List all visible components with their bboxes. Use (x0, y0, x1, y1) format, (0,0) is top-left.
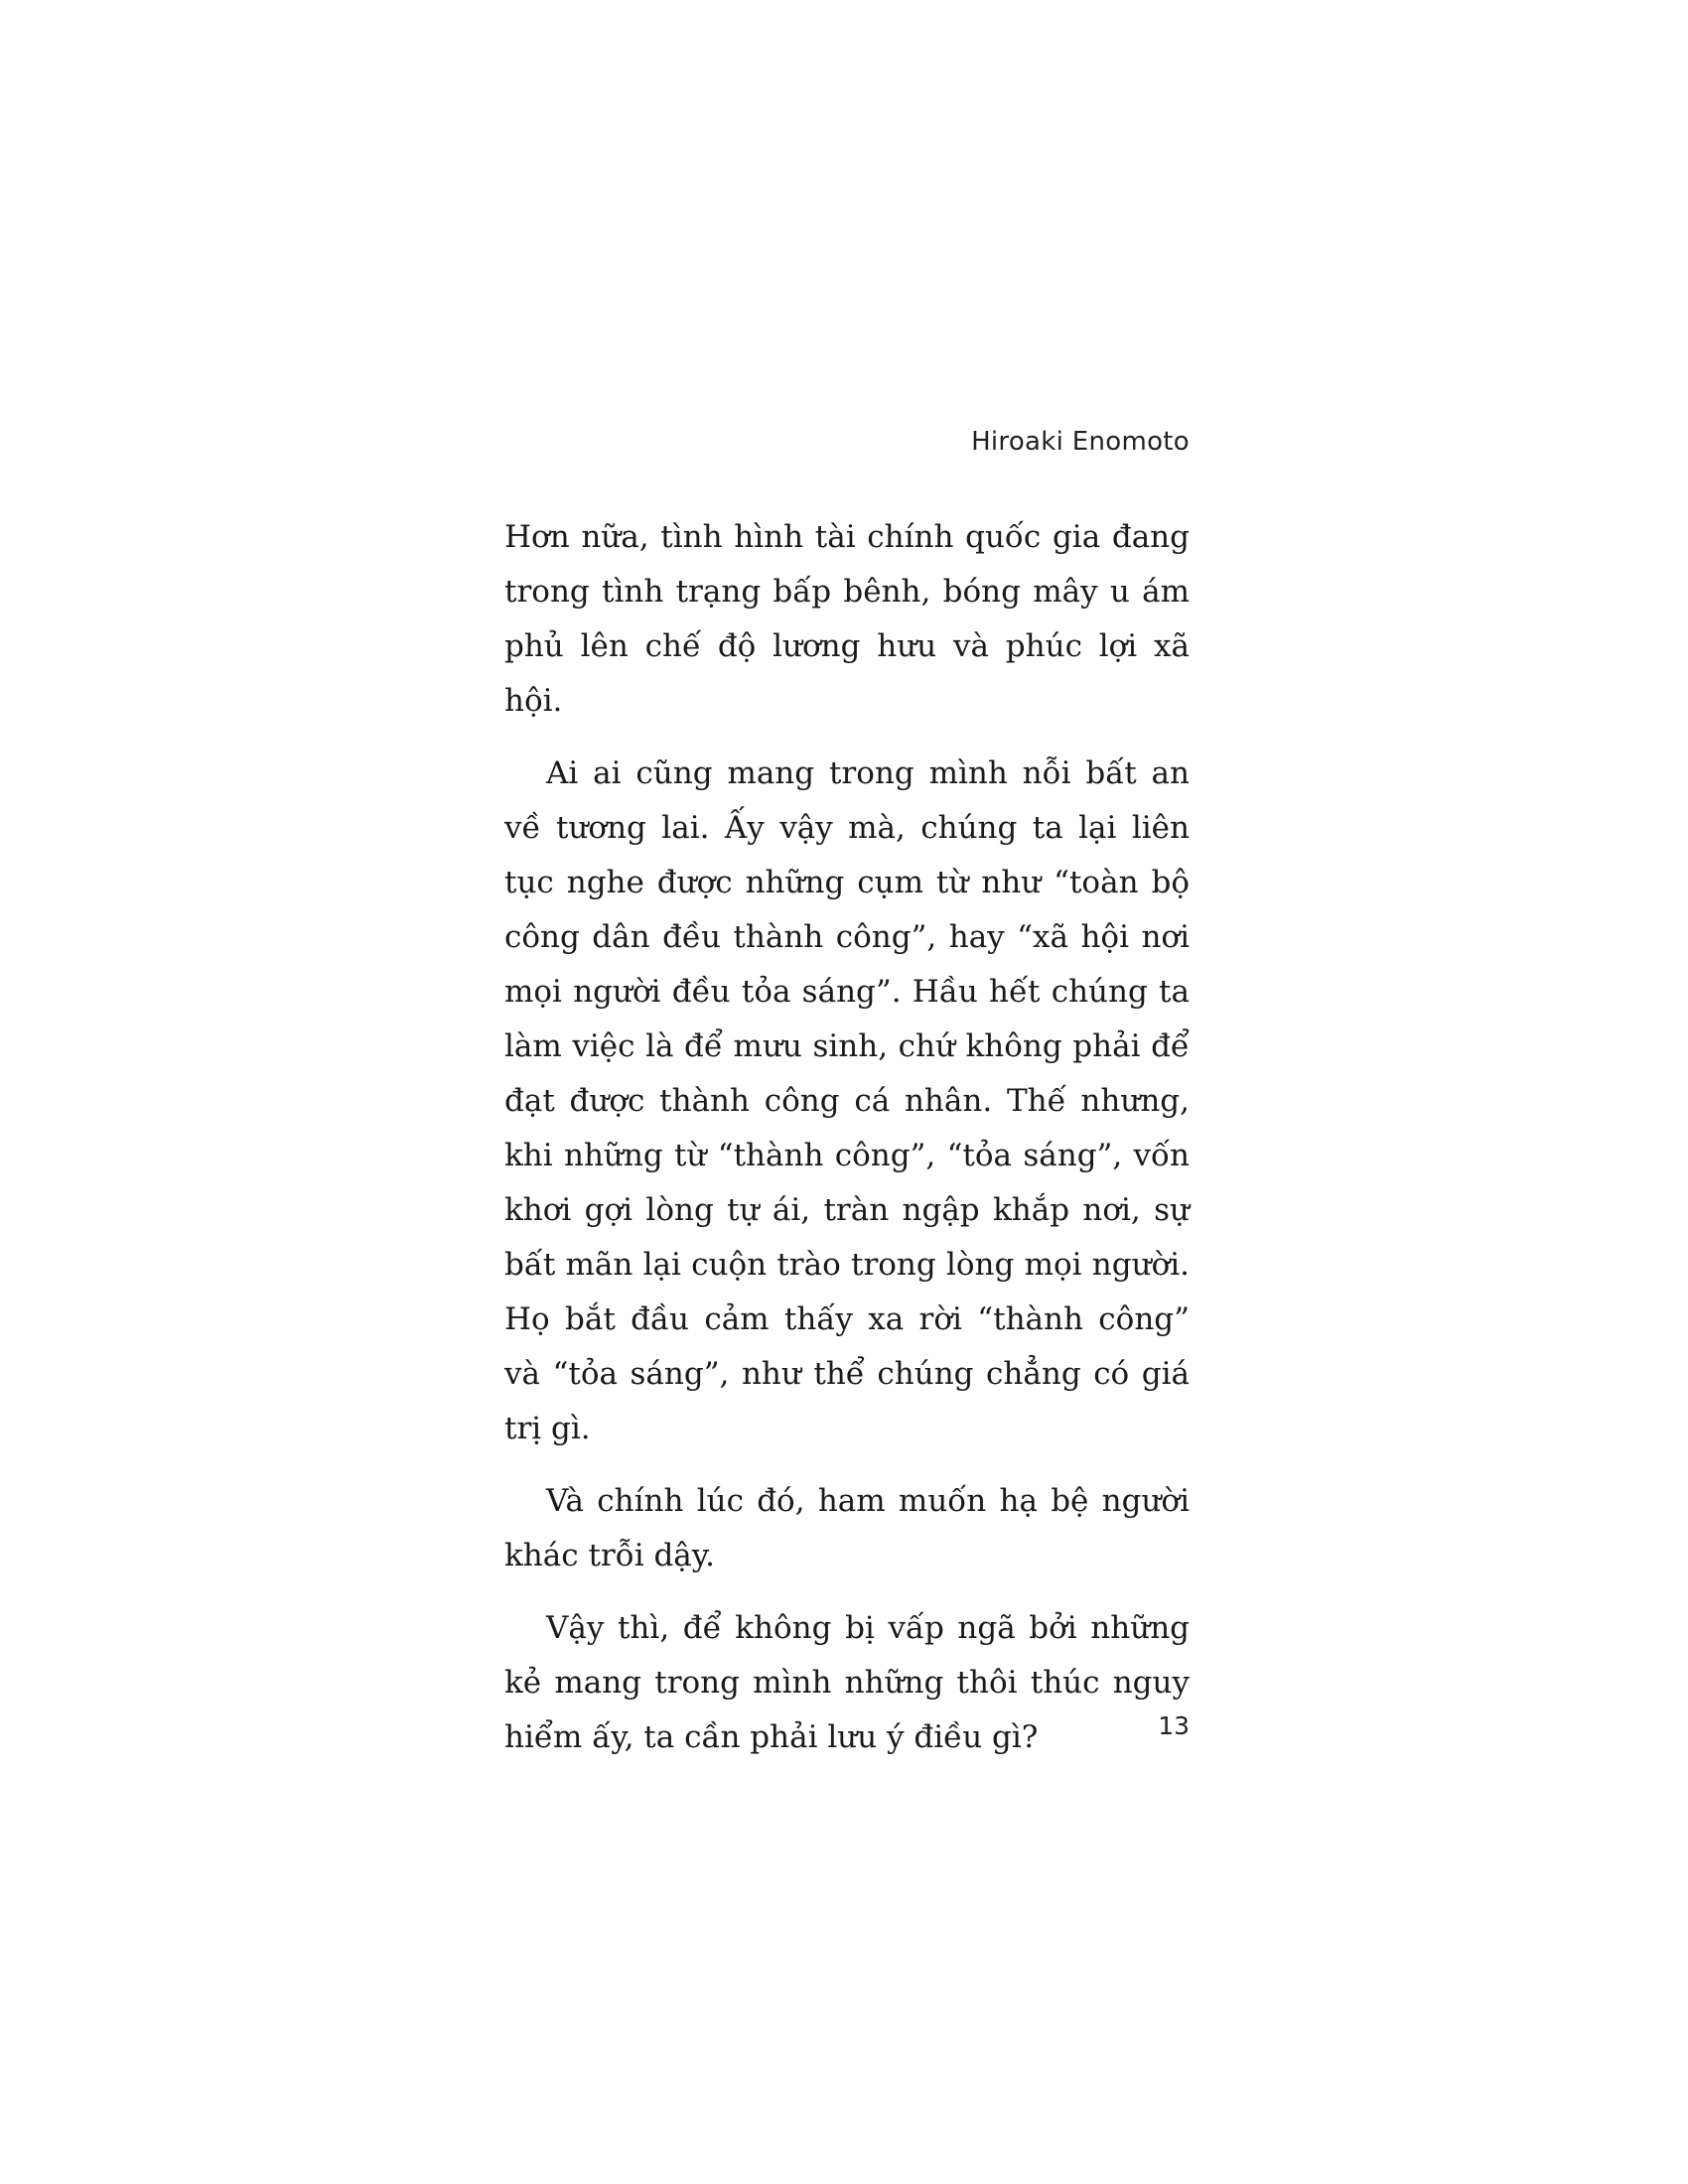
running-header-author: Hiroaki Enomoto (971, 427, 1190, 457)
body-text (504, 510, 1190, 1783)
page-number: 13 (1158, 1711, 1190, 1740)
paragraph-3: Và chính lúc đó, ham muốn hạ bệ người khác trỗi dậy. (504, 1483, 1190, 1573)
paragraph-2: Ai ai cũng mang trong mình nỗi bất an về tương lai. Ấy vậy mà, chúng ta lại liên tục nghe được những cụm từ như “toàn bộ công dân đều thành công”, hay “xã hội nơi mọi người đều tỏa sáng”. Hầu hết chúng ta làm việc là để mưu sinh, chứ không phải để đạt được thành công cá nhân. Thế nhưng, khi những từ “thành công”, “tỏa sáng”, vốn khơi gợi lòng tự ái, tràn ngập khắp nơi, sự bất mãn lại cuộn trào trong lòng mọi người. Họ bắt đầu cảm thấy xa rời “thành công” và “tỏa sáng”, như thể chúng chẳng có giá trị gì. (504, 755, 1190, 1446)
paragraph-1: Hơn nữa, tình hình tài chính quốc gia đang trong tình trạng bấp bênh, bóng mây u ám phủ lên chế độ lương hưu và phúc lợi xã hội. (504, 519, 1190, 719)
paragraph-4: Vậy thì, để không bị vấp ngã bởi những kẻ mang trong mình những thôi thúc nguy hiểm ấy, ta cần phải lưu ý điều gì? (504, 1610, 1190, 1755)
